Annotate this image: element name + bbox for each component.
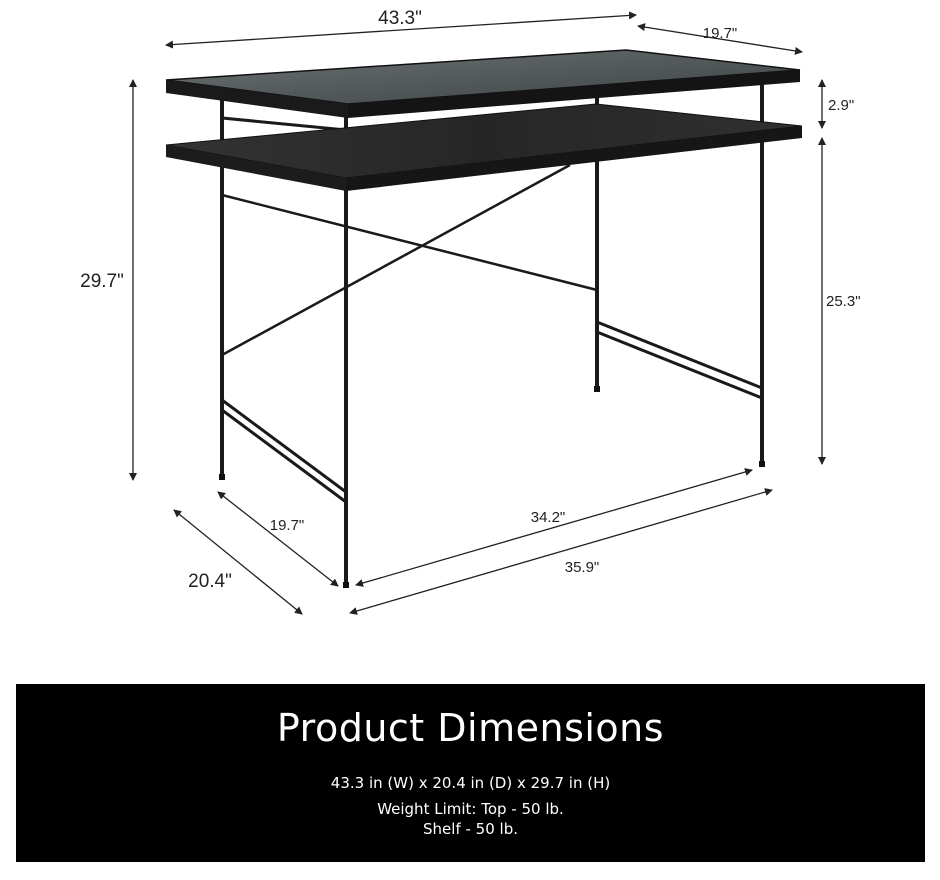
product-dimensions-banner — [16, 684, 925, 862]
label-base-width-outer: 35.9" — [564, 559, 600, 576]
label-base-width-inner: 34.2" — [530, 509, 566, 526]
upper-side-rail — [222, 118, 346, 130]
desk-illustration — [166, 50, 802, 588]
banner-weight-limit-top: Weight Limit: Top - 50 lb. — [377, 800, 564, 818]
foot-front-left — [343, 582, 349, 588]
foot-back-left — [219, 474, 225, 480]
left-stretcher-top — [222, 400, 346, 492]
label-base-depth-inner: 19.7" — [269, 517, 305, 534]
label-top-gap: 2.9" — [828, 97, 855, 114]
label-overall-height: 29.7" — [80, 271, 124, 292]
right-stretcher-top — [597, 322, 762, 388]
banner-overall-dimensions: 43.3 in (W) x 20.4 in (D) x 29.7 in (H) — [330, 774, 611, 792]
foot-front-right — [759, 461, 765, 467]
dim-line-base-depth-inner — [218, 492, 338, 586]
label-top-width: 43.3" — [378, 8, 422, 29]
banner-weight-limit-shelf: Shelf - 50 lb. — [423, 820, 518, 838]
right-stretcher-bottom — [597, 332, 762, 398]
cross-brace-b — [222, 165, 570, 355]
dim-line-base-width-inner — [356, 470, 752, 585]
label-top-depth: 19.7" — [702, 25, 738, 42]
foot-back-right — [594, 386, 600, 392]
cross-brace-a — [222, 195, 597, 290]
label-shelf-height: 25.3" — [826, 293, 861, 310]
left-stretcher-bottom — [222, 410, 346, 502]
label-base-depth-outer: 20.4" — [188, 571, 232, 592]
banner-title: Product Dimensions — [276, 706, 665, 750]
